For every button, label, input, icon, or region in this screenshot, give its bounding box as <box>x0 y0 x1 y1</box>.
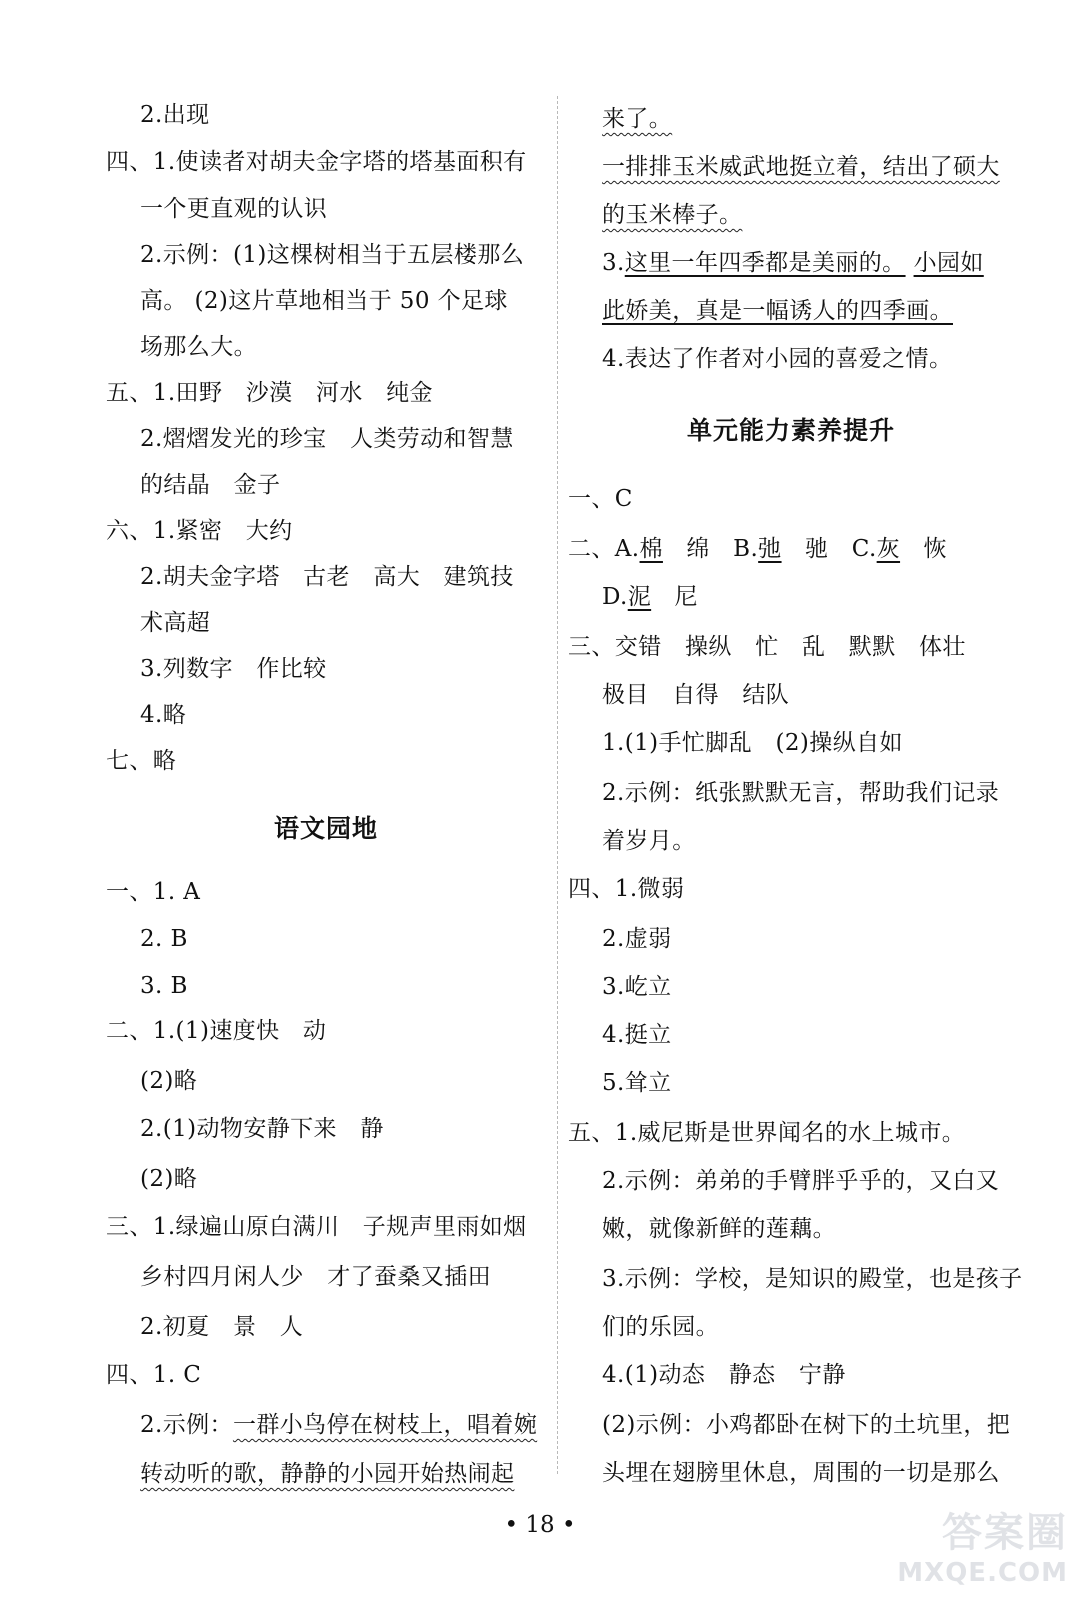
answer-line: 4.表达了作者对小园的喜爱之情。 <box>602 346 953 372</box>
answer-line: 一、C <box>568 486 633 512</box>
answer-line <box>602 582 698 612</box>
answer-line: 四、1.使读者对胡夫金字塔的塔基面积有 <box>106 149 527 175</box>
underlined-text: 此娇美，真是一幅诱人的四季画。 <box>602 298 953 324</box>
answer-line: 五、1.威尼斯是世界闻名的水上城市。 <box>568 1120 966 1146</box>
wavy-underlined-text: 一排排玉米威武地挺立着，结出了硕大 <box>602 154 1000 180</box>
answer-line: 4.(1)动态 静态 宁静 <box>602 1362 846 1388</box>
answer-line: 六、1.紧密 大约 <box>106 518 293 544</box>
answer-line: 高。 (2)这片草地相当于 50 个足球 <box>140 288 508 314</box>
answer-line: 着岁月。 <box>602 828 696 854</box>
answer-line: 的结晶 金子 <box>140 472 281 498</box>
watermark-logo-text: 答案圈 <box>942 1510 1068 1556</box>
answer-line: 七、略 <box>106 748 177 774</box>
answer-line: 2.初夏 景 人 <box>140 1314 304 1340</box>
answer-line: 乡村四月闲人少 才了蚕桑又插田 <box>140 1264 491 1290</box>
answer-line <box>140 1410 537 1440</box>
answer-line: 2.熠熠发光的珍宝 人类劳动和智慧 <box>140 426 514 452</box>
underlined-char: 弛 <box>758 536 782 562</box>
column-divider <box>557 96 558 1474</box>
answer-line: (2)略 <box>140 1068 198 1094</box>
underlined-char: 灰 <box>876 536 901 562</box>
answer-line <box>602 248 984 278</box>
answer-line: 三、1.绿遍山原白满川 子规声里雨如烟 <box>106 1214 527 1240</box>
answer-line: 2.示例：(1)这棵树相当于五层楼那么 <box>140 242 525 268</box>
answer-line: 2. B <box>140 926 188 952</box>
answer-line: 4.略 <box>140 702 187 728</box>
answer-line: 3.列数字 作比较 <box>140 656 327 682</box>
answer-line: 场那么大。 <box>140 334 257 360</box>
answer-line: 三、交错 操纵 忙 乱 默默 体壮 <box>568 634 966 660</box>
answer-text: 尼 <box>651 584 698 610</box>
answer-prefix: 2.示例： <box>140 1412 233 1438</box>
answer-line: 们的乐园。 <box>602 1314 719 1340</box>
answer-line: 术高超 <box>140 610 211 636</box>
wavy-underlined-text: 的玉米棒子。 <box>602 202 743 228</box>
wavy-underlined-text: 一群小鸟停在树枝上，唱着婉 <box>232 1412 538 1438</box>
answer-line: 3.示例：学校，是知识的殿堂，也是孩子 <box>602 1266 1023 1292</box>
answer-line: 2.胡夫金字塔 古老 高大 建筑技 <box>140 564 514 590</box>
watermark-url-text: MXQE.COM <box>897 1558 1068 1588</box>
underlined-char: 棉 <box>639 536 663 562</box>
answer-line: (2)略 <box>140 1166 198 1192</box>
answer-line: 五、1.田野 沙漠 河水 纯金 <box>106 380 433 406</box>
answer-line: 2.(1)动物安静下来 静 <box>140 1116 384 1142</box>
wavy-underlined-text: 转动听的歌，静静的小园开始热闹起 <box>140 1461 515 1487</box>
page-number: • 18 • <box>504 1512 576 1538</box>
answer-text: 驰 C. <box>781 536 877 562</box>
answer-line: 一、1. A <box>106 879 201 905</box>
answer-text: 恢 <box>900 536 947 562</box>
answer-line: 3. B <box>140 973 188 999</box>
section-heading-yuwen-yuandi: 语文园地 <box>273 814 378 843</box>
answer-line: 头埋在翅膀里休息，周围的一切是那么 <box>602 1460 1000 1486</box>
answer-line: 5.耸立 <box>602 1070 672 1096</box>
answer-line: 四、1. C <box>106 1362 202 1388</box>
answer-text: 绵 B. <box>662 536 759 562</box>
answer-prefix: D. <box>602 584 628 610</box>
answer-prefix: 3. <box>602 250 625 276</box>
answer-prefix: 二、A. <box>568 536 640 562</box>
wavy-underlined-text: 来了。 <box>602 106 673 132</box>
answer-line: 2.示例：弟弟的手臂胖乎乎的，又白又 <box>602 1168 1000 1194</box>
answer-line: 2.虚弱 <box>602 926 672 952</box>
answer-line: 嫩，就像新鲜的莲藕。 <box>602 1216 836 1242</box>
answer-line: 3.屹立 <box>602 974 672 1000</box>
underlined-text: 这里一年四季都是美丽的。 <box>624 250 906 276</box>
answer-line: 四、1.微弱 <box>568 876 685 902</box>
underlined-char: 泥 <box>627 584 652 610</box>
site-watermark <box>897 1501 1068 1588</box>
answer-line: (2)示例：小鸡都卧在树下的土坑里，把 <box>602 1412 1011 1438</box>
answer-line: 2.示例：纸张默默无言，帮助我们记录 <box>602 780 1000 806</box>
answer-line: 2.出现 <box>140 102 210 128</box>
answer-line: 1.(1)手忙脚乱 (2)操纵自如 <box>602 730 903 756</box>
answer-line: 极目 自得 结队 <box>602 682 790 708</box>
answer-line: 二、1.(1)速度快 动 <box>106 1018 327 1044</box>
answer-line <box>568 534 947 564</box>
answer-line: 一个更直观的认识 <box>140 196 328 222</box>
underlined-text: 小园如 <box>913 250 984 276</box>
answer-line: 4.挺立 <box>602 1022 672 1048</box>
section-heading-unit-ability: 单元能力素养提升 <box>686 416 895 445</box>
